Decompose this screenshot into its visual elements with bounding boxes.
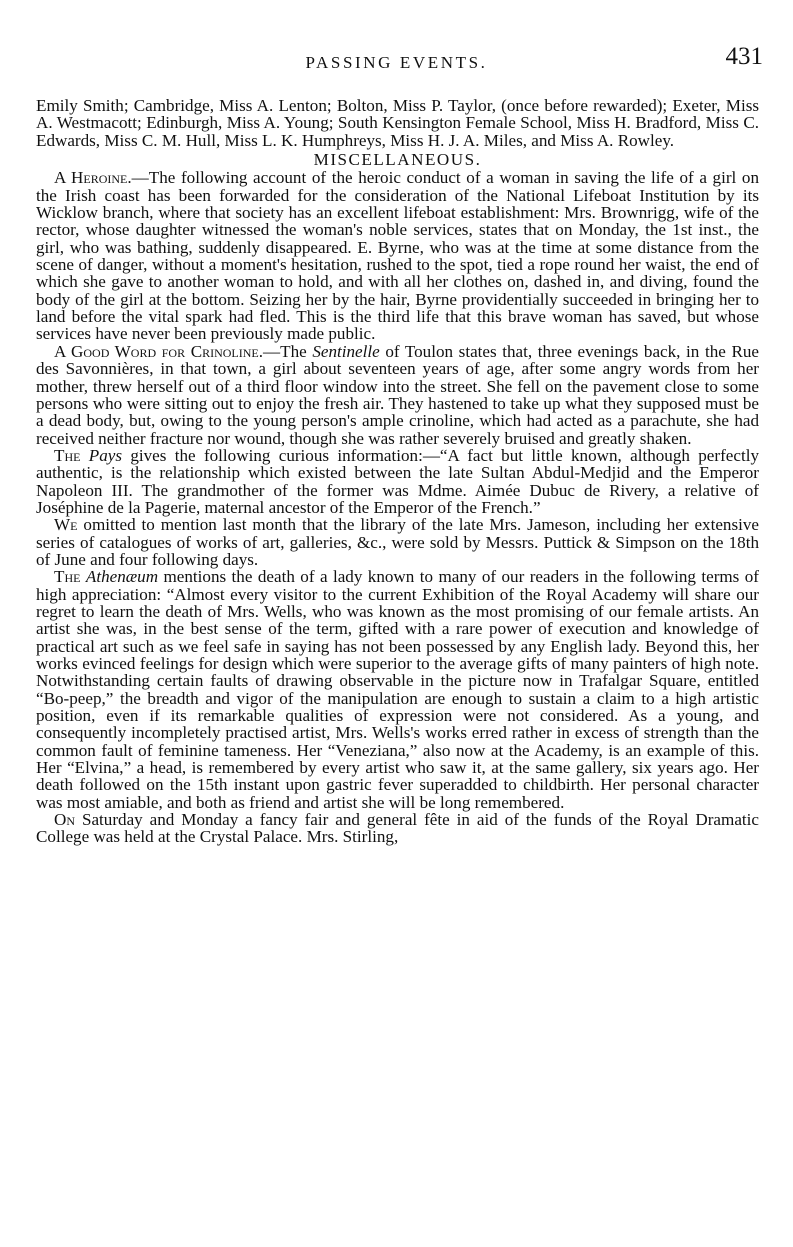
paragraph-lead: We <box>54 515 78 535</box>
paragraph-text: Saturday and Monday a fancy fair and general fête in aid of the funds of the Royal Dramatic College was held at the Crystal Palace. Mrs. Stirling, <box>36 810 759 847</box>
paragraph-crinoline <box>36 343 759 447</box>
paragraph-text: of Toulon states that, three evenings back, in the Rue des Savonnières, in that town, a girl about seventeen years of age, after some angry words from her mother, threw herself out of a third floor window into the street. She fell on the pavement close to some persons who were sitting out to enjoy the fresh air. They hastened to take up what they supposed must be a dead body, but, owing to the young person's ample crinoline, which had acted as a parachute, she had received neither fracture nor wound, though she was rather severely bruised and greatly shaken. <box>36 341 759 448</box>
running-head <box>0 43 793 78</box>
paragraph-lead: A Heroine. <box>54 168 132 188</box>
paragraph-heroine <box>36 169 759 342</box>
paragraph-lead: The <box>54 567 81 587</box>
paragraph-text: mentions the death of a lady known to many of our readers in the following terms of high appreciation: “Almost every visitor to the current Exhibition of the Royal Academy will share our regret to learn the death of Mrs. Wells, who was known as the most promising of our female artists. An artist she was, in the best sense of the term, gifted with a rare power of execution and knowledge of practical art such as we feel safe in saying has not been possessed by any English lady. Beyond this, her works evinced feelings for design which were superior to the average gifts of many painters of high note. Notwithstanding certain faults of drawing observable in the picture now in Trafalgar Square, entitled “Bo-peep,” the breadth and vigor of the manipulation are enough to sustain a claim to a high artistic position, even if its remarkable qualities of expression were not considered. As a young, and consequently incompletely practised artist, Mrs. Wells's works erred rather in excess of strength than the common fault of feminine tameness. Her “Veneziana,” also now at the Academy, is an example of this. Her “Elvina,” a head, is remembered by every artist who saw it, at the same gallery, six years ago. Her death followed on the 15th instant upon gastric fever superadded to childbirth. Her personal character was most amiable, and both as friend and artist she will be long remembered. <box>36 567 759 812</box>
paragraph-athenaeum <box>36 568 759 811</box>
article-body <box>36 97 759 846</box>
paragraph-lead: On <box>54 810 76 830</box>
continuation-paragraph: Emily Smith; Cambridge, Miss A. Lenton; Bolton, Miss P. Taylor, (once before rewarded); Exeter, Miss A. Westmacott; Edinburgh, Miss A. Young; South Kensington Female School, Miss H. Bradford, Miss C. Edwards, Miss C. M. Hull, Miss L. K. Humphreys, Miss H. J. A. Miles, and Miss A. Rowley. <box>36 96 759 150</box>
paragraph-fete <box>36 811 759 846</box>
paragraph-text: omitted to mention last month that the library of the late Mrs. Jameson, including her extensive series of catalogues of works of art, galleries, &c., were sold by Messrs. Puttick & Simpson on the 18th of June and four following days. <box>36 515 759 569</box>
paragraph-lead: The <box>54 445 81 465</box>
page-number: 431 <box>725 43 763 70</box>
paragraph-italic: Sentinelle <box>312 341 380 361</box>
paragraph-pre: —The <box>263 341 313 361</box>
paragraph-pays <box>36 447 759 516</box>
paragraph-text: —The following account of the heroic conduct of a woman in saving the life of a girl on the Irish coast has been forwarded for the consideration of the National Lifeboat Institution by its Wicklow branch, where that society has an excellent lifeboat establishment: Mrs. Brownrigg, wife of the rector, whose daughter witnessed the woman's noble services, states that on Monday, the 1st inst., the girl, who was bathing, suddenly disappeared. E. Byrne, who was at the time at some distance from the scene of danger, without a moment's hesitation, rushed to the spot, tied a rope round her waist, the end of which she gave to another woman to hold, and with all her clothes on, dashed in, and diving, found the body of the girl at the bottom. Seizing her by the hair, Byrne providentially succeeded in bringing her to land before the vital spark had fled. This is the third life that this brave woman has saved, but whose services have never been previously made public. <box>36 168 759 344</box>
paragraph-text: gives the following curious information:—“A fact but little known, although perfectly authentic, is the relationship which existed between the late Sultan Abdul-Medjid and the Emperor Napoleon III. The grandmother of the former was Mdme. Aimée Dubuc de Rivery, a relative of Joséphine de la Pagerie, maternal ancestor of the Emperor of the French.” <box>36 445 759 517</box>
section-title: MISCELLANEOUS. <box>313 150 482 170</box>
paragraph-italic: Pays <box>88 445 123 465</box>
paragraph-italic: Athenæum <box>85 567 159 587</box>
paragraph-lead: A Good Word for Crinoline. <box>54 341 264 361</box>
paragraph-pre <box>80 446 88 465</box>
running-title: PASSING EVENTS. <box>305 53 488 72</box>
paragraph-jameson <box>36 516 759 568</box>
